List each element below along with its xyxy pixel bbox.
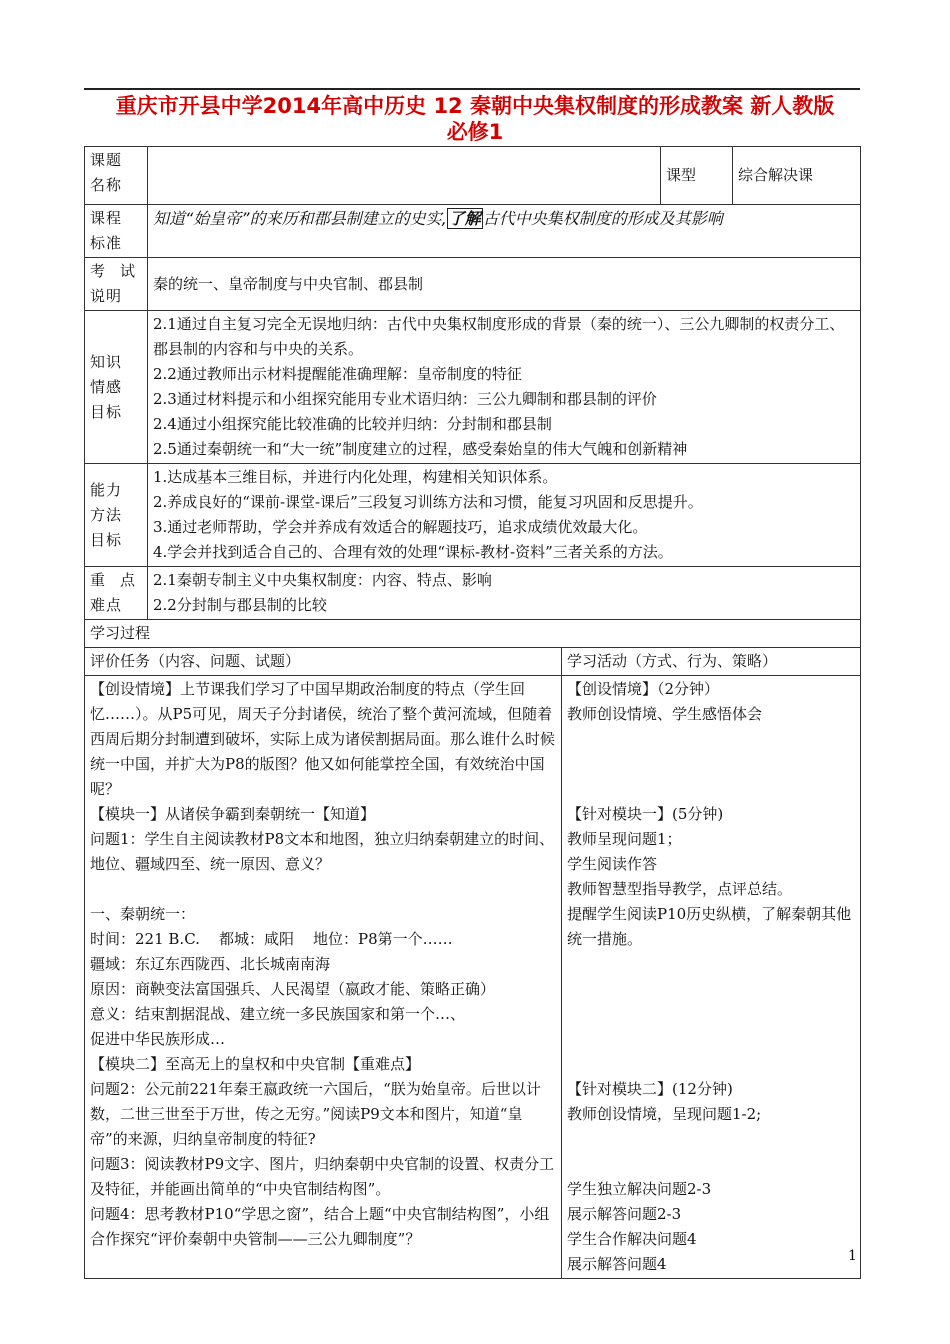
task-paragraph: 【创设情境】上节课我们学习了中国早期政治制度的特点（学生回忆……）。从P5可见，周天子分封诸侯，统治了整个黄河流域，但随着西周后期分封制遭到破坏，实际上成为诸侯割据局面。那么谁什么时候统一中国，并扩大为P8的版图？他又如何能掌控全国，有效统治中国呢？ (90, 680, 556, 798)
page-number: 1 (848, 1248, 857, 1264)
knowledge-goals (148, 311, 861, 464)
topic-value (148, 147, 661, 205)
standard-boxed-word: 了解 (448, 209, 481, 228)
ability-item: 3.通过老师帮助，学会并养成有效适合的解题技巧，追求成绩优效最大化。 (153, 518, 648, 536)
activity-line: 教师呈现问题1； (567, 830, 682, 848)
process-col-left-header: 评价任务（内容、问题、试题） (85, 648, 562, 676)
lesson-type-label: 课型 (661, 147, 733, 205)
ability-item: 4.学会并找到适合自己的、合理有效的处理“课标-教材-资料”三者关系的方法。 (153, 543, 673, 561)
knowledge-item: 2.1通过自主复习完全无误地归纳：古代中央集权制度形成的背景（秦的统一）、三公九卿制的权责分工、郡县制的内容和与中央的关系。 (153, 315, 845, 358)
task-paragraph: 问题1：学生自主阅读教材P8文本和地图，独立归纳秦朝建立的时间、地位、疆域四至、统一原因、意义？ (90, 830, 555, 873)
task-paragraph: 促进中华民族形成… (90, 1030, 226, 1048)
task-paragraph: 问题3：阅读教材P9文字、图片，归纳秦朝中央官制的设置、权责分工及特征，并能画出简单的“中央官制结构图”。 (90, 1155, 555, 1198)
keypoints-label: 重 点 难点 (85, 567, 148, 620)
process-col-right-header: 学习活动（方式、行为、策略） (562, 648, 861, 676)
activity-line: 【针对模块二】(12分钟) (567, 1080, 733, 1098)
ability-item: 1.达成基本三维目标，并进行内化处理，构建相关知识体系。 (153, 468, 558, 486)
knowledge-item: 2.2通过教师出示材料提醒能准确理解：皇帝制度的特征 (153, 365, 522, 383)
exam-text: 秦的统一、皇帝制度与中央官制、郡县制 (148, 258, 861, 311)
standard-row (85, 205, 861, 258)
task-paragraph: 【模块二】至高无上的皇权和中央官制【重难点】 (90, 1055, 421, 1073)
activity-line: 教师智慧型指导教学，点评总结。 (567, 880, 793, 898)
task-paragraph: 时间：221 B.C. 都城：咸阳 地位：P8第一个…… (90, 930, 453, 948)
task-paragraph: 【模块一】从诸侯争霸到秦朝统一【知道】 (90, 805, 376, 823)
exam-row (85, 258, 861, 311)
activity-line: 展示解答问题2-3 (567, 1205, 682, 1223)
activity-line: 【针对模块一】(5分钟) (567, 805, 724, 823)
keypoints-row (85, 567, 861, 620)
activity-line: 学生合作解决问题4 (567, 1230, 697, 1248)
knowledge-item: 2.3通过材料提示和小组探究能用专业术语归纳：三公九卿制和郡县制的评价 (153, 390, 657, 408)
activity-line: 教师创设情境，呈现问题1-2; (567, 1105, 762, 1123)
standard-text: 知道“始皇帝”的来历和郡县制建立的史实, 了解 古代中央集权制度的形成及其影响 (148, 205, 861, 258)
topic-row (85, 147, 861, 205)
ability-row (85, 464, 861, 567)
task-paragraph: 一、秦朝统一： (90, 905, 196, 923)
activity-line: 教师创设情境、学生感悟体会 (567, 705, 763, 723)
activity-line: 【创设情境】（2分钟） (567, 680, 720, 698)
ability-item: 2.养成良好的“课前-课堂-课后”三段复习训练方法和习惯，能复习巩固和反思提升。 (153, 493, 703, 511)
process-columns-row (85, 648, 861, 676)
process-header-row (85, 620, 861, 648)
activity-line: 提醒学生阅读P10历史纵横，了解秦朝其他统一措施。 (567, 905, 852, 948)
keypoint-item: 2.2分封制与郡县制的比较 (153, 596, 327, 614)
standard-label: 课程 标准 (85, 205, 148, 258)
header-rule (84, 88, 860, 90)
activity-line: 展示解答问题4 (567, 1255, 667, 1273)
activity-line: 学生独立解决问题2-3 (567, 1180, 712, 1198)
task-paragraph: 意义：结束割据混战、建立统一多民族国家和第一个…、 (90, 1005, 466, 1023)
keypoints-text (148, 567, 861, 620)
ability-goals (148, 464, 861, 567)
title-line-1: 重庆市开县中学2014年高中历史 12 秦朝中央集权制度的形成教案 新人教版 (115, 94, 835, 118)
lesson-plan-table (84, 146, 861, 1279)
exam-label: 考 试 说明 (85, 258, 148, 311)
knowledge-label: 知识 情感 目标 (85, 311, 148, 464)
document-title (60, 93, 890, 145)
knowledge-item: 2.4通过小组探究能比较准确的比较并归纳：分封制和郡县制 (153, 415, 552, 433)
task-paragraph: 问题4：思考教材P10“学思之窗”，结合上题“中央官制结构图”，小组合作探究“评价秦朝中央管制——三公九卿制度”？ (90, 1205, 550, 1248)
title-line-2: 必修1 (446, 120, 504, 144)
ability-label: 能力 方法 目标 (85, 464, 148, 567)
task-paragraph: 问题2：公元前221年秦王嬴政统一六国后，“朕为始皇帝。后世以计数，二世三世至于万世，传之无穷。”阅读P9文本和图片，知道“皇帝”的来源，归纳皇帝制度的特征? (90, 1080, 541, 1148)
knowledge-row (85, 311, 861, 464)
process-header: 学习过程 (85, 620, 861, 648)
topic-label: 课题 名称 (85, 147, 148, 205)
task-paragraph: 原因：商鞅变法富国强兵、人民渴望（嬴政才能、策略正确） (90, 980, 496, 998)
lesson-type-value: 综合解决课 (733, 147, 861, 205)
learning-activities (562, 676, 861, 1279)
process-content-row (85, 676, 861, 1279)
evaluation-tasks (85, 676, 562, 1279)
task-paragraph: 疆域：东辽东西陇西、北长城南南海 (90, 955, 331, 973)
knowledge-item: 2.5通过秦朝统一和“大一统”制度建立的过程，感受秦始皇的伟大气魄和创新精神 (153, 440, 688, 458)
activity-line: 学生阅读作答 (567, 855, 658, 873)
keypoint-item: 2.1秦朝专制主义中央集权制度：内容、特点、影响 (153, 571, 492, 589)
